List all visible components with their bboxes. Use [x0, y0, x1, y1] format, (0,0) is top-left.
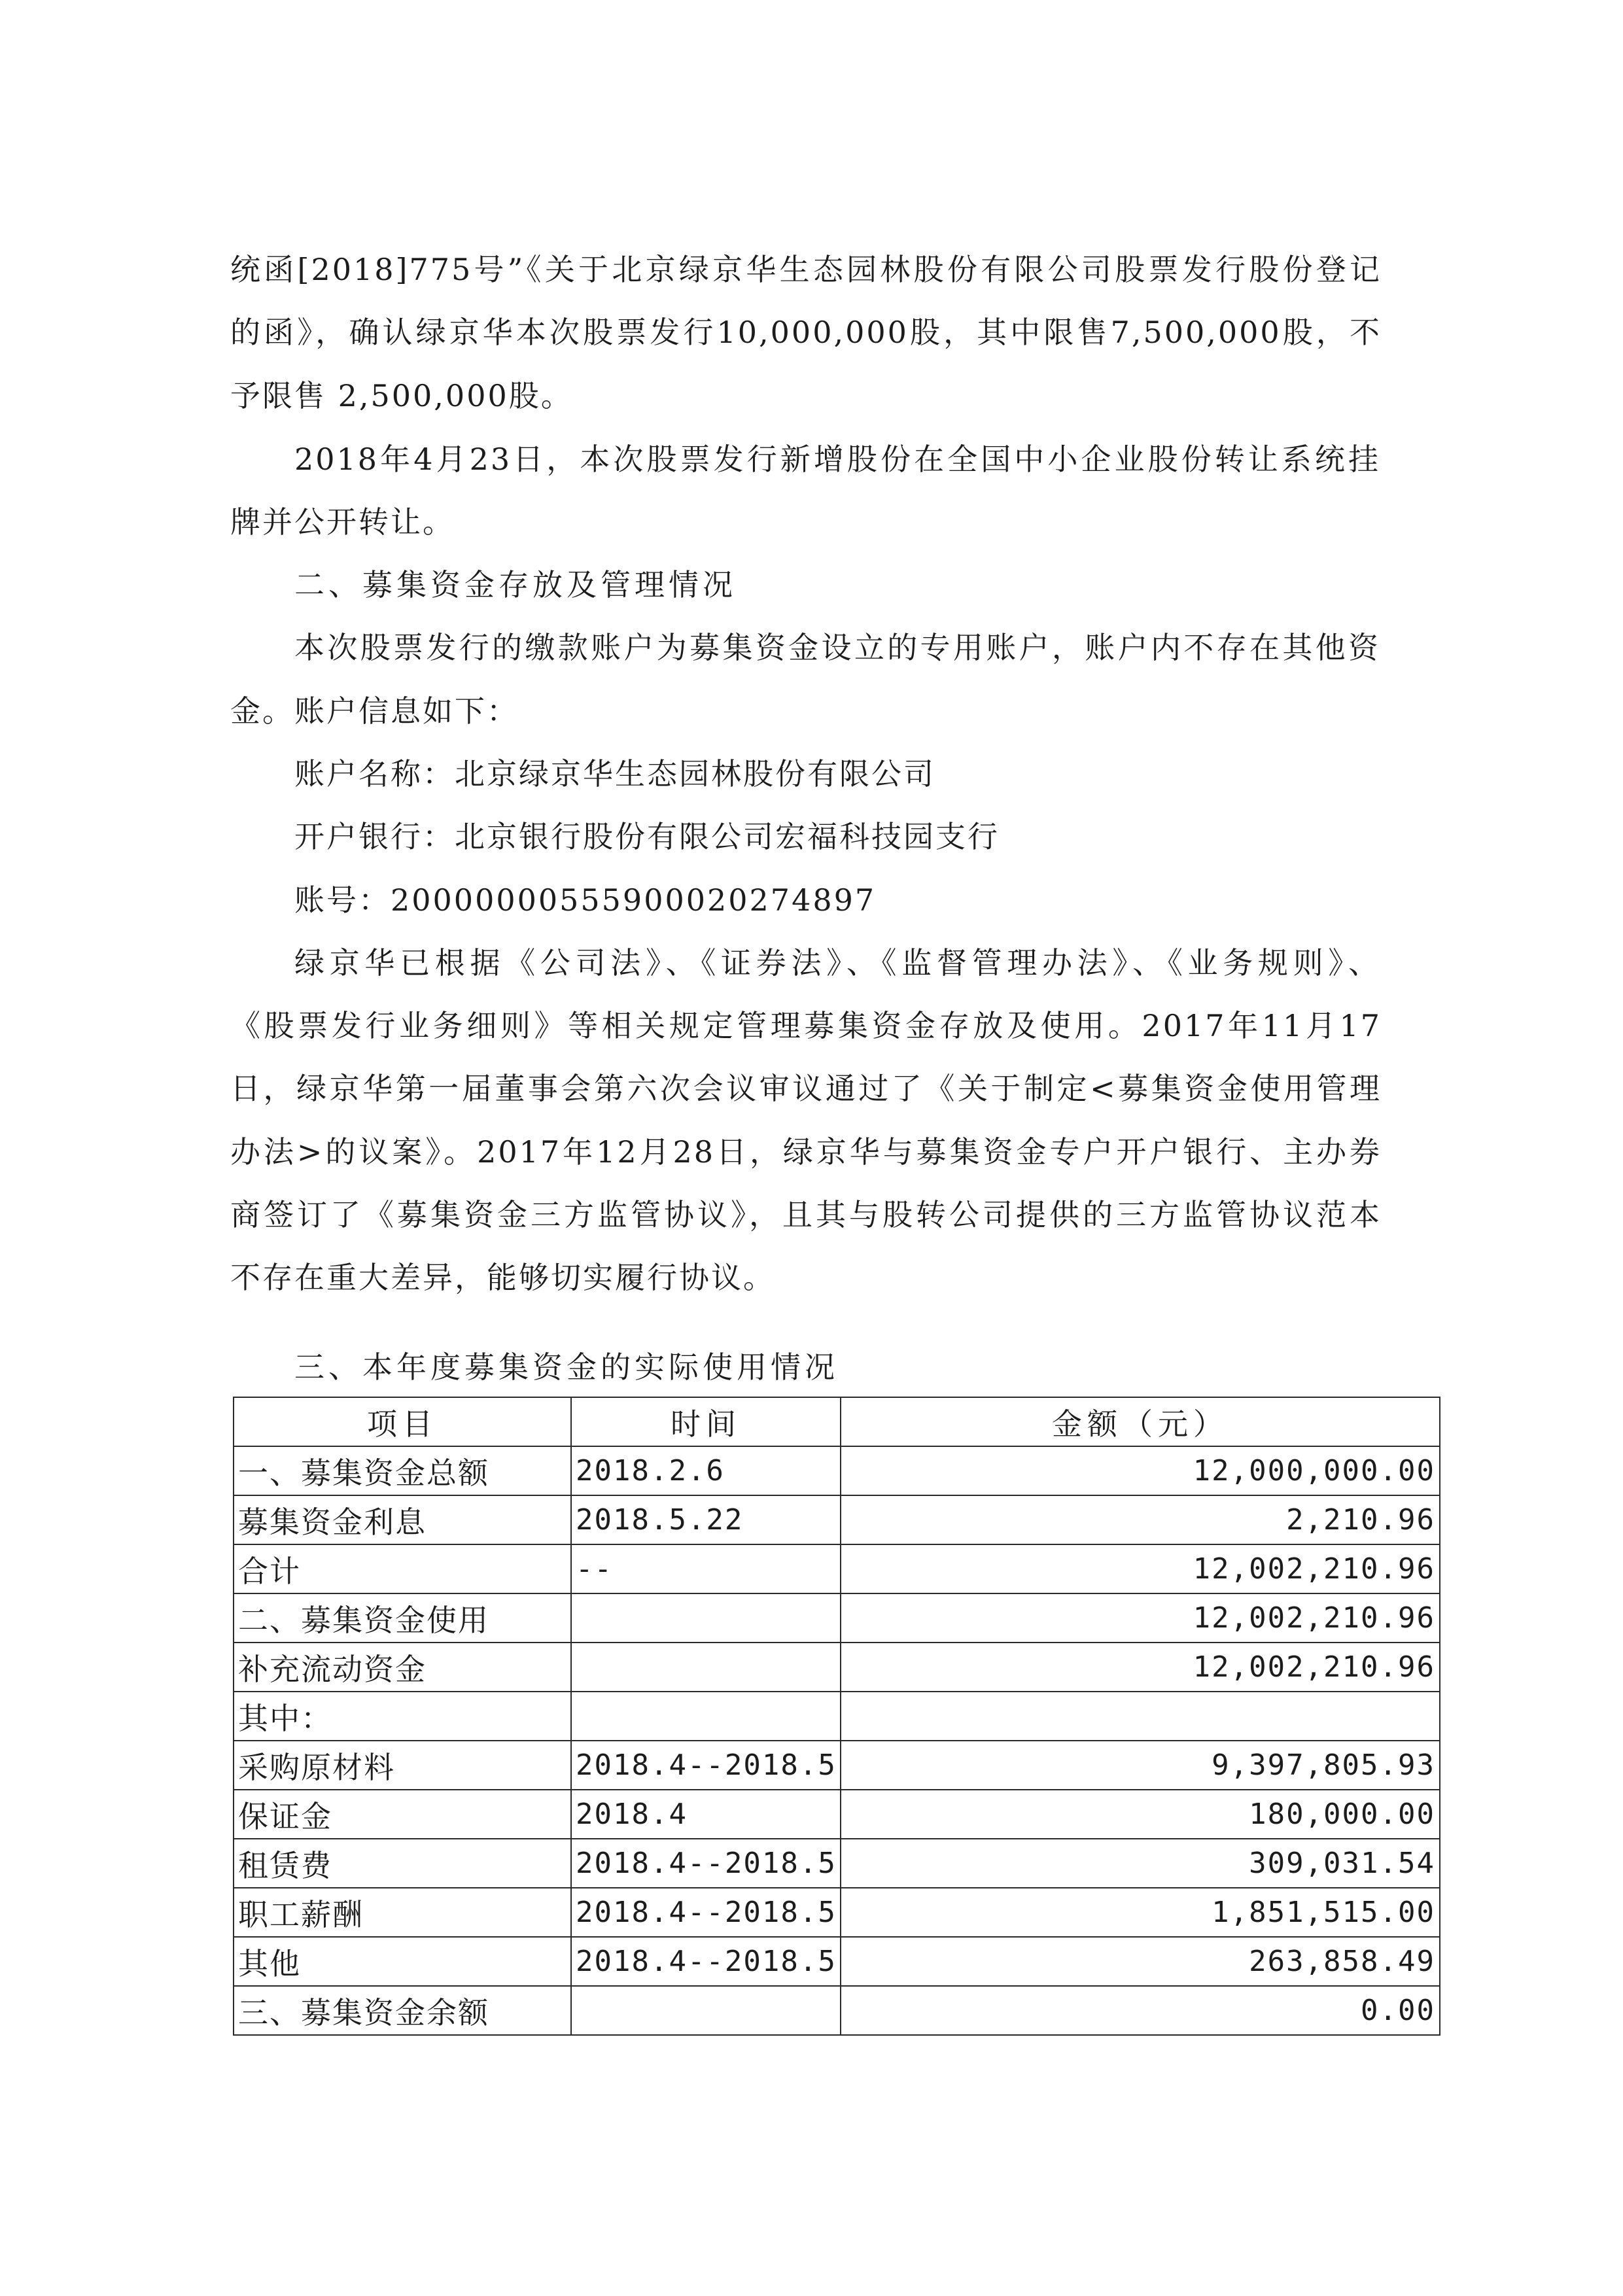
cell-item: 二、募集资金使用: [234, 1593, 571, 1643]
cell-time: 2018.4--2018.5: [571, 1888, 841, 1937]
paragraph-line: 牌并公开转让。: [230, 504, 455, 540]
table-row: [234, 1544, 1440, 1593]
table-row: [234, 1839, 1440, 1888]
cell-amount: 9,397,805.93: [841, 1741, 1440, 1790]
paragraph-line: 予限售 2,500,000股。: [230, 378, 573, 413]
cell-time: 2018.4--2018.5: [571, 1839, 841, 1888]
table-header-row: [234, 1397, 1440, 1446]
paragraph-line: 本次股票发行的缴款账户为募集资金设立的专用账户，账户内不存在其他资: [294, 630, 1380, 665]
cell-item: 其他: [234, 1937, 571, 1986]
funds-usage-table: [233, 1397, 1440, 2036]
cell-item: 职工薪酬: [234, 1888, 571, 1937]
cell-amount: 1,851,515.00: [841, 1888, 1440, 1937]
cell-time: [571, 1692, 841, 1741]
paragraph-line: 2018年4月23日，本次股票发行新增股份在全国中小企业股份转让系统挂: [294, 442, 1380, 477]
cell-time: 2018.4: [571, 1790, 841, 1839]
table-row: [234, 1446, 1440, 1495]
table-row: [234, 1495, 1440, 1544]
cell-amount: 12,002,210.96: [841, 1643, 1440, 1692]
table-row: [234, 1692, 1440, 1741]
table-row: [234, 1937, 1440, 1986]
table-row: [234, 1888, 1440, 1937]
cell-time: [571, 1643, 841, 1692]
header-amount: 金额（元）: [841, 1397, 1440, 1446]
paragraph-line: 日，绿京华第一届董事会第六次会议审议通过了《关于制定<募集资金使用管理: [230, 1071, 1382, 1106]
cell-item: 合计: [234, 1544, 571, 1593]
account-name: 账户名称：北京绿京华生态园林股份有限公司: [294, 756, 935, 791]
cell-item: 一、募集资金总额: [234, 1446, 571, 1495]
header-item: 项目: [234, 1397, 571, 1446]
account-number: 账号：20000000555900020274897: [294, 882, 877, 918]
cell-time: 2018.2.6: [571, 1446, 841, 1495]
cell-item: 募集资金利息: [234, 1495, 571, 1544]
cell-time: 2018.4--2018.5: [571, 1741, 841, 1790]
cell-amount: 0.00: [841, 1986, 1440, 2035]
cell-time: 2018.5.22: [571, 1495, 841, 1544]
cell-item: 三、募集资金余额: [234, 1986, 571, 2035]
cell-time: --: [571, 1544, 841, 1593]
cell-amount: 12,002,210.96: [841, 1544, 1440, 1593]
account-bank: 开户银行：北京银行股份有限公司宏福科技园支行: [294, 819, 1000, 854]
paragraph-line: 绿京华已根据《公司法》、《证券法》、《监督管理办法》、《业务规则》、: [294, 945, 1380, 981]
paragraph-line: 商签订了《募集资金三方监管协议》，且其与股转公司提供的三方监管协议范本: [230, 1197, 1382, 1232]
table-row: [234, 1986, 1440, 2035]
table-row: [234, 1593, 1440, 1643]
cell-time: [571, 1986, 841, 2035]
table-row: [234, 1790, 1440, 1839]
paragraph-line: 不存在重大差异，能够切实履行协议。: [230, 1260, 775, 1295]
cell-item: 租赁费: [234, 1839, 571, 1888]
header-time: 时间: [571, 1397, 841, 1446]
paragraph-line: 金。账户信息如下：: [230, 693, 519, 729]
cell-amount: 2,210.96: [841, 1495, 1440, 1544]
cell-item: 补充流动资金: [234, 1643, 571, 1692]
cell-item: 保证金: [234, 1790, 571, 1839]
paragraph-line: 统函[2018]775号”《关于北京绿京华生态园林股份有限公司股票发行股份登记: [230, 252, 1382, 287]
cell-amount: [841, 1692, 1440, 1741]
section-heading-2: 二、募集资金存放及管理情况: [294, 567, 737, 602]
cell-amount: 263,858.49: [841, 1937, 1440, 1986]
paragraph-line: 的函》，确认绿京华本次股票发行10,000,000股，其中限售7,500,000股，不: [230, 315, 1382, 350]
table-row: [234, 1643, 1440, 1692]
cell-amount: 180,000.00: [841, 1790, 1440, 1839]
cell-amount: 309,031.54: [841, 1839, 1440, 1888]
cell-item: 其中：: [234, 1692, 571, 1741]
cell-amount: 12,000,000.00: [841, 1446, 1440, 1495]
cell-time: [571, 1593, 841, 1643]
table-row: [234, 1741, 1440, 1790]
cell-time: 2018.4--2018.5: [571, 1937, 841, 1986]
paragraph-line: 办法>的议案》。2017年12月28日，绿京华与募集资金专户开户银行、主办券: [230, 1134, 1382, 1170]
cell-amount: 12,002,210.96: [841, 1593, 1440, 1643]
paragraph-line: 《股票发行业务细则》等相关规定管理募集资金存放及使用。2017年11月17: [230, 1008, 1382, 1043]
section-heading-3: 三、本年度募集资金的实际使用情况: [294, 1349, 839, 1385]
cell-item: 采购原材料: [234, 1741, 571, 1790]
